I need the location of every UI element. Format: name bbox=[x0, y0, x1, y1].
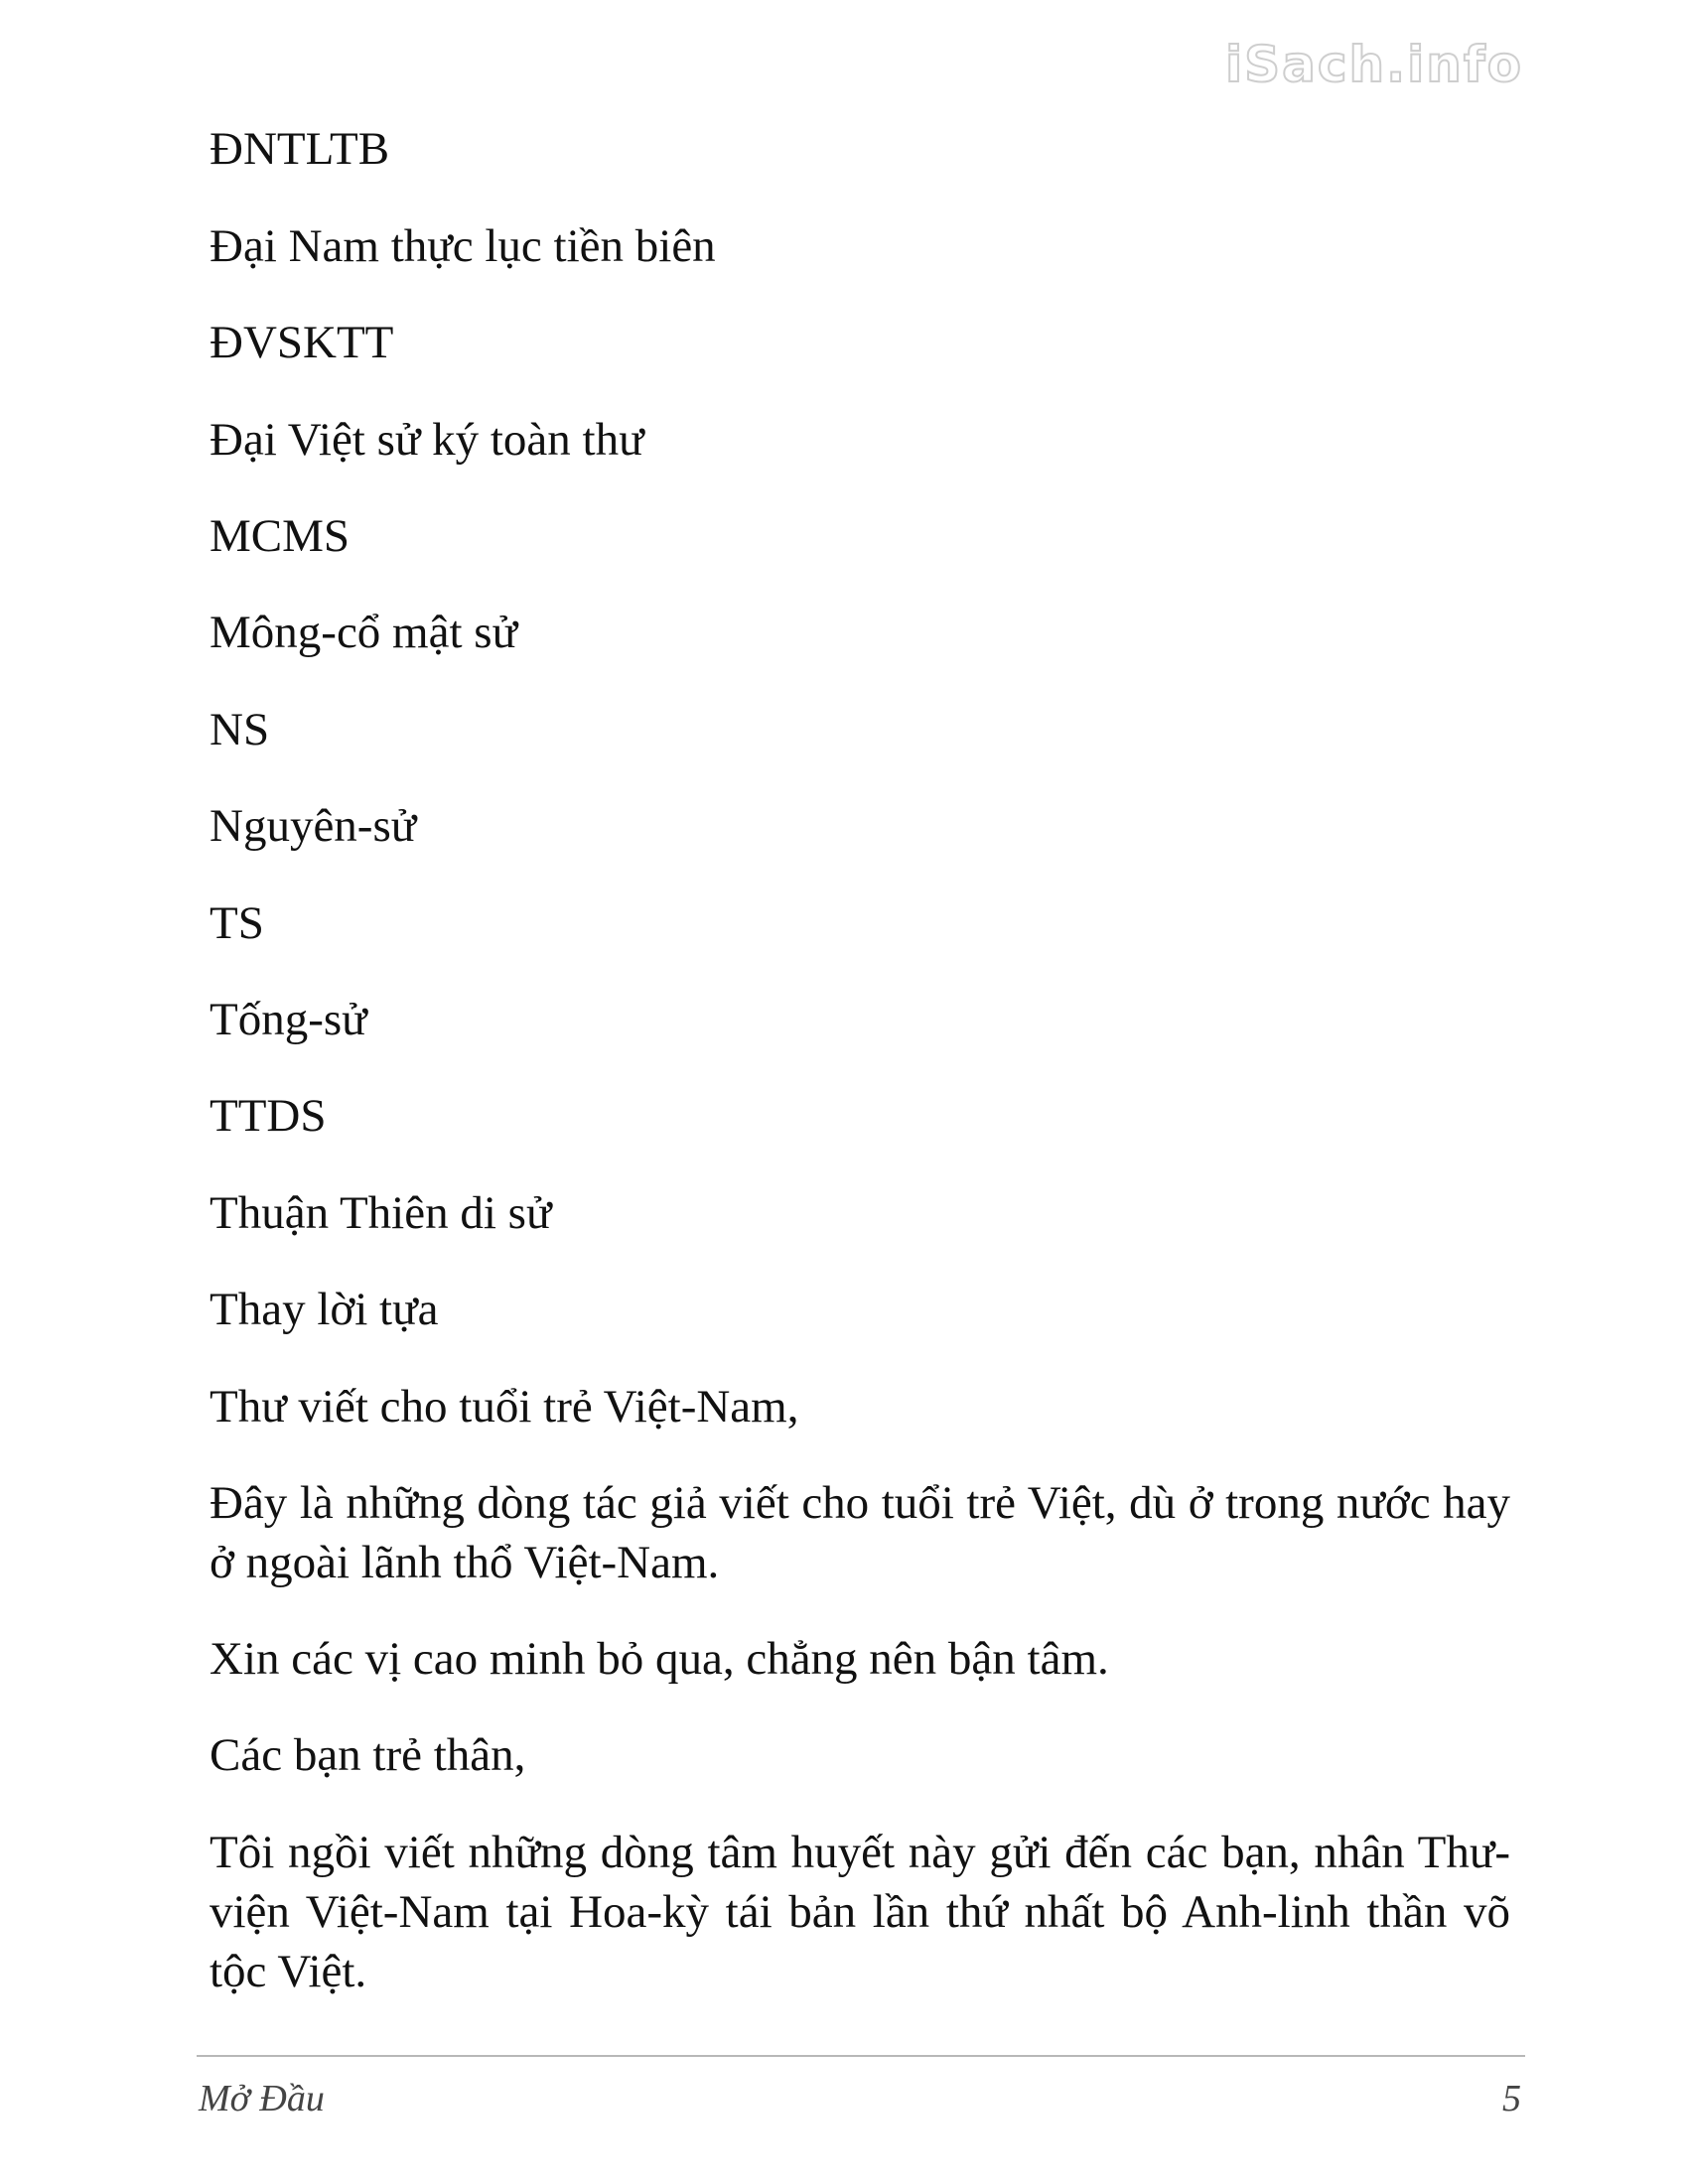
abbreviation-meaning: Đại Việt sử ký toàn thư bbox=[210, 414, 644, 466]
abbreviation-meaning: Thuận Thiên di sử bbox=[210, 1187, 552, 1239]
preface-paragraph: Tôi ngồi viết những dòng tâm huyết này gửi đến các bạn, nhân Thư-viện Việt-Nam tại Hoa-kỳ tái bản lần thứ nhất bộ Anh-linh thần võ tộc Việt. bbox=[210, 1827, 1510, 1997]
abbreviation-code: MCMS bbox=[210, 510, 351, 562]
abbreviation-meaning: Mông-cổ mật sử bbox=[210, 607, 518, 658]
abbreviation-meaning: Tống-sử bbox=[210, 994, 367, 1045]
abbreviation-code: ĐNTLTB bbox=[210, 123, 390, 175]
abbreviation-code: NS bbox=[210, 704, 270, 755]
abbreviation-code: TS bbox=[210, 897, 264, 949]
preface-greeting: Các bạn trẻ thân, bbox=[210, 1729, 526, 1781]
preface-heading: Thay lời tựa bbox=[210, 1284, 439, 1335]
preface-paragraph: Đây là những dòng tác giả viết cho tuổi trẻ Việt, dù ở trong nước hay ở ngoài lãnh thổ Việt-Nam. bbox=[210, 1477, 1510, 1588]
abbreviation-code: TTDS bbox=[210, 1090, 327, 1142]
abbreviation-meaning: Nguyên-sử bbox=[210, 800, 417, 852]
footer-page-number: 5 bbox=[1502, 2078, 1521, 2119]
footer-section-title: Mở Đầu bbox=[199, 2078, 325, 2119]
footer-divider bbox=[197, 2055, 1525, 2057]
watermark-logo: iSach.info bbox=[1225, 36, 1523, 93]
preface-paragraph: Xin các vị cao minh bỏ qua, chẳng nên bận tâm. bbox=[210, 1633, 1109, 1685]
preface-subheading: Thư viết cho tuổi trẻ Việt-Nam, bbox=[210, 1381, 799, 1433]
abbreviation-code: ĐVSKTT bbox=[210, 317, 394, 368]
abbreviation-meaning: Đại Nam thực lục tiền biên bbox=[210, 220, 716, 272]
